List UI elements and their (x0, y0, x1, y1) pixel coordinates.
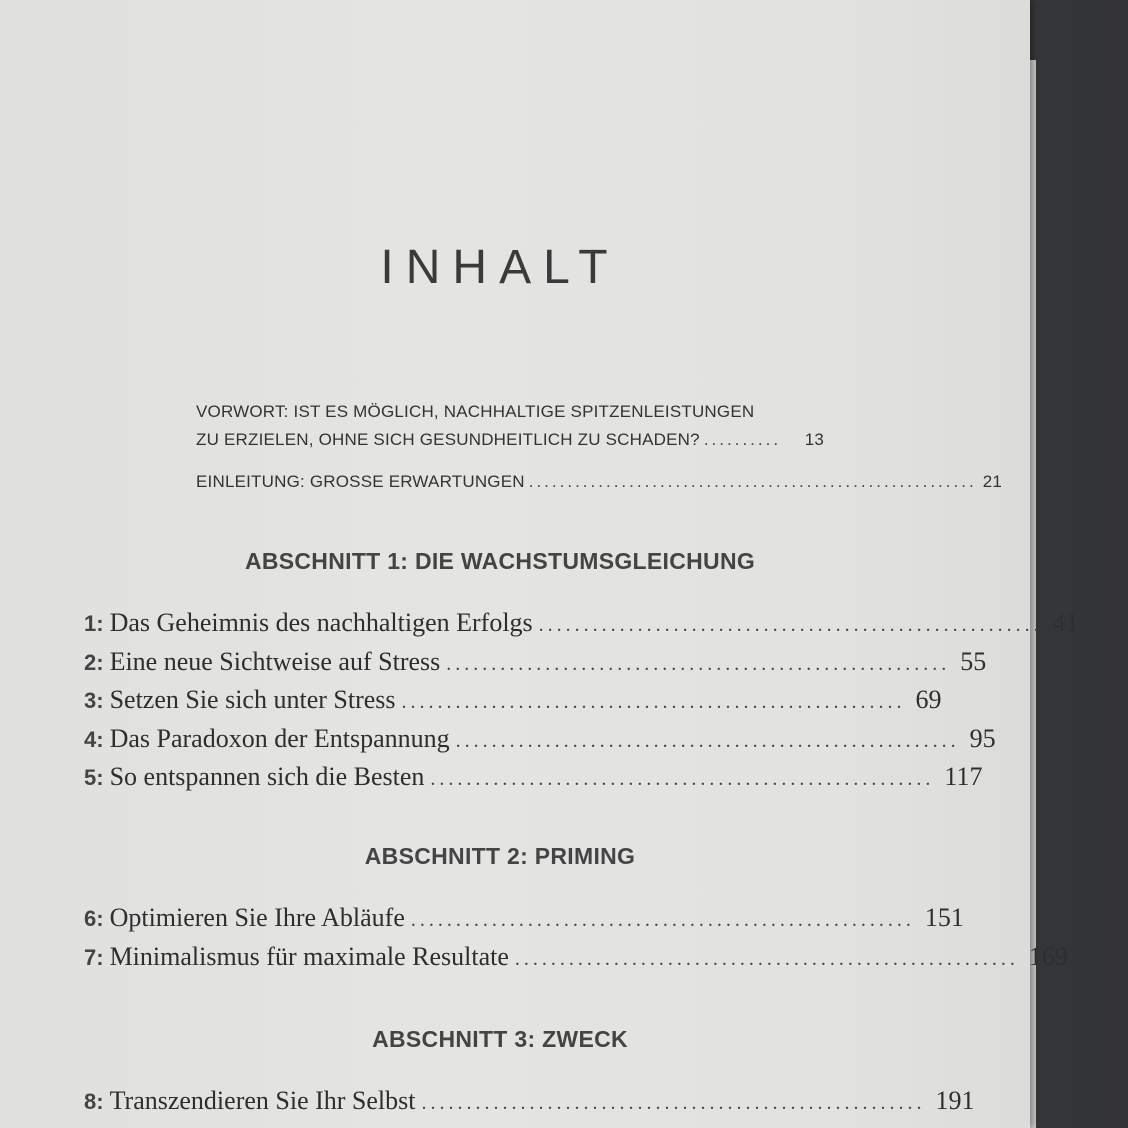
toc-page-number: 55 (960, 646, 987, 676)
toc-entry-einleitung (196, 472, 1002, 500)
leader-dots: .......... (703, 430, 782, 449)
toc-page-number: 13 (804, 430, 824, 449)
chapter-number: 1: (84, 611, 104, 636)
leader-dots: ........................................................ (514, 947, 1019, 970)
section-heading: ABSCHNITT 2: PRIMING (364, 843, 636, 869)
chapter-title: Transzendieren Sie Ihr Selbst (109, 1086, 416, 1115)
toc-entry-vorwort (196, 402, 824, 458)
chapter-title: Minimalismus für maximale Resultate (109, 941, 509, 971)
toc-entry-text: EINLEITUNG: GROSSE ERWARTUNGEN (196, 472, 525, 491)
chapter-number: 3: (84, 688, 104, 713)
leader-dots: ........................................................ (538, 614, 1043, 636)
toc-page-number: 117 (944, 762, 983, 791)
chapter-number: 5: (84, 765, 104, 790)
leader-dots: ........................................................ (455, 729, 960, 752)
toc-chapter-row (84, 903, 964, 942)
chapter-title: Optimieren Sie Ihre Abläufe (109, 903, 405, 932)
chapter-number: 4: (84, 726, 104, 752)
toc-chapter-row (84, 1086, 975, 1125)
leader-dots: ........................................................ (410, 909, 915, 931)
toc-entry-text: VORWORT: IST ES MÖGLICH, NACHHALTIGE SPITZENLEISTUNGEN (196, 402, 755, 421)
chapter-title: Das Geheimnis des nachhaltigen Erfolgs (109, 608, 533, 637)
toc-chapter-row (84, 646, 987, 686)
toc-chapter-row (84, 723, 996, 763)
chapter-list (84, 608, 1079, 801)
chapter-number: 8: (84, 1089, 104, 1114)
page-title: INHALT (380, 241, 620, 294)
toc-entry-text: ZU ERZIELEN, OHNE SICH GESUNDHEITLICH ZU SCHADEN? (196, 430, 700, 449)
toc-chapter-row (84, 685, 942, 724)
chapter-title: Setzen Sie sich unter Stress (109, 685, 396, 714)
toc-page-number: 151 (924, 903, 964, 932)
chapter-list (84, 903, 1068, 980)
toc-page-number: 191 (935, 1086, 975, 1115)
leader-dots: ........................................................ (421, 1092, 926, 1114)
toc-page-number: 21 (982, 472, 1002, 491)
leader-dots: ........................................................ (401, 691, 906, 713)
leader-dots: ........................................................ (446, 652, 951, 675)
chapter-list (84, 1086, 975, 1125)
toc-page-number: 169 (1028, 941, 1068, 971)
toc-page-number: 95 (969, 723, 996, 753)
chapter-title: So entspannen sich die Besten (109, 762, 425, 791)
leader-dots: ........................................................ (430, 768, 935, 790)
toc-page-number: 41 (1052, 608, 1079, 637)
section-heading: ABSCHNITT 3: ZWECK (372, 1026, 628, 1052)
chapter-title: Das Paradoxon der Entspannung (109, 723, 450, 753)
toc-chapter-row (84, 941, 1068, 981)
toc-chapter-row (84, 762, 983, 801)
toc-page-number: 69 (915, 685, 942, 714)
leader-dots: .......................................................... (528, 472, 977, 491)
chapter-number: 6: (84, 906, 104, 931)
section-heading: ABSCHNITT 1: DIE WACHSTUMSGLEICHUNG (244, 548, 756, 574)
chapter-number: 7: (84, 944, 104, 970)
chapter-title: Eine neue Sichtweise auf Stress (109, 646, 441, 676)
chapter-number: 2: (84, 649, 104, 675)
toc-chapter-row (84, 608, 1079, 647)
